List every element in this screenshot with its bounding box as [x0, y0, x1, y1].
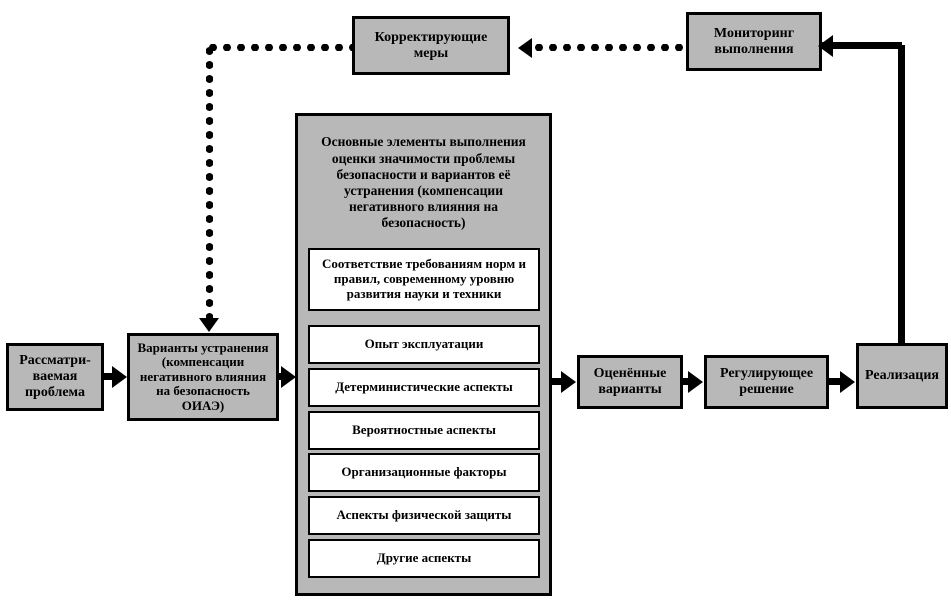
- panel-item-0[interactable]: Соответствие требованиям норм и правил, современному уровню развития науки и техники: [308, 248, 540, 311]
- arrow-evaluated-to-regulating: [688, 371, 703, 393]
- arrow-panel-to-evaluated: [561, 371, 576, 393]
- dotted-corrective-to-left: [206, 44, 352, 51]
- arrow-regulating-to-realization: [840, 371, 855, 393]
- arrow-to-monitoring: [818, 35, 833, 57]
- node-evaluated-options[interactable]: Оценённые варианты: [577, 355, 683, 409]
- node-realization[interactable]: Реализация: [856, 343, 948, 409]
- panel-item-5[interactable]: Аспекты физической защиты: [308, 496, 540, 535]
- connector-realization-up: [898, 45, 905, 345]
- node-monitoring[interactable]: Мониторинг выполнения: [686, 12, 822, 71]
- dotted-left-down: [206, 44, 213, 321]
- dotted-arrow-to-options: [199, 318, 219, 332]
- arrow-problem-to-options: [112, 366, 127, 388]
- node-regulating-decision[interactable]: Регулирующее решение: [704, 355, 829, 409]
- panel-item-6[interactable]: Другие аспекты: [308, 539, 540, 578]
- arrow-options-to-panel: [281, 366, 296, 388]
- panel-title: Основные элементы выполнения оценки значимости проблемы безопасности и вариантов её устранения (компенсации негативного влияния на безопасность): [321, 134, 526, 231]
- node-problem[interactable]: Рассматри-ваемая проблема: [6, 343, 104, 411]
- panel-item-3[interactable]: Вероятностные аспекты: [308, 411, 540, 450]
- node-options[interactable]: Варианты устранения (компенсации негативного влияния на безопасность ОИАЭ): [127, 333, 279, 421]
- dotted-arrow-to-corrective: [518, 38, 532, 58]
- panel-item-4[interactable]: Организационные факторы: [308, 453, 540, 492]
- connector-up-to-monitoring: [822, 42, 902, 49]
- dotted-monitoring-to-corrective: [532, 44, 686, 51]
- panel-item-1[interactable]: Опыт эксплуатации: [308, 325, 540, 364]
- panel-item-2[interactable]: Детерминистические аспекты: [308, 368, 540, 407]
- node-corrective-measures[interactable]: Корректирующие меры: [352, 16, 510, 75]
